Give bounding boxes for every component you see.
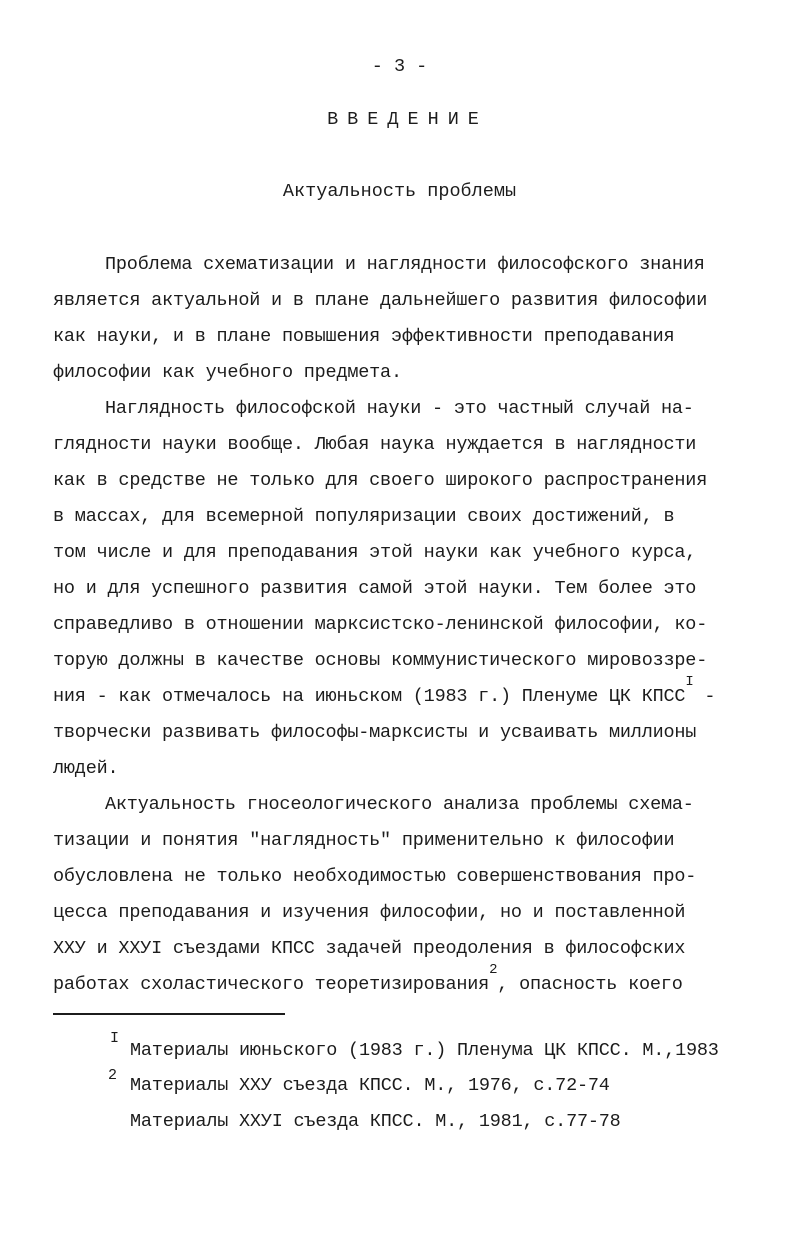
- footnote-separator: [53, 1013, 285, 1015]
- body-line: торую должны в качестве основы коммунистического мировоззре-: [53, 650, 708, 671]
- chapter-title: ВВЕДЕНИЕ: [327, 109, 488, 130]
- body-line: в массах, для всемерной популяризации своих достижений, в: [53, 506, 675, 527]
- body-line: как в средстве не только для своего широкого распространения: [53, 470, 708, 491]
- footnote-1-mark: I: [110, 1030, 120, 1047]
- footnote-2-text-line1: Материалы ХХУ съезда КПСС. М., 1976, с.72-74: [130, 1075, 610, 1096]
- footnote-2-mark: 2: [108, 1067, 118, 1084]
- footnote-1-text: Материалы июньского (1983 г.) Пленума ЦК КПСС. М.,1983: [130, 1040, 719, 1061]
- section-title: Актуальность проблемы: [282, 181, 517, 202]
- body-line: является актуальной и в плане дальнейшего развития философии: [53, 290, 708, 311]
- footnote-ref-2: 2: [489, 962, 498, 978]
- body-line: Наглядность философской науки - это частный случай на-: [105, 398, 694, 419]
- body-line: глядности науки вообще. Любая наука нуждается в наглядности: [53, 434, 697, 455]
- page-number: - 3 -: [371, 56, 428, 77]
- body-line-with-ref: [53, 674, 716, 708]
- body-line: но и для успешного развития самой этой науки. Тем более это: [53, 578, 697, 599]
- body-line: философии как учебного предмета.: [53, 362, 402, 383]
- footnote-ref-1: I: [685, 674, 694, 690]
- body-line: как науки, и в плане повышения эффективности преподавания: [53, 326, 675, 347]
- body-line: людей.: [53, 758, 119, 779]
- body-line: творчески развивать философы-марксисты и усваивать миллионы: [53, 722, 697, 743]
- body-line: цесса преподавания и изучения философии, но и поставленной: [53, 902, 686, 923]
- body-line-tail: -: [693, 686, 716, 707]
- body-line: Актуальность гносеологического анализа проблемы схема-: [105, 794, 694, 815]
- body-line: ХХУ и ХХУI съездами КПСС задачей преодоления в философских: [53, 938, 686, 959]
- body-line-text: ния - как отмечалось на июньском (1983 г.) Пленуме ЦК КПСС: [53, 686, 686, 707]
- body-line-text: работах схоластического теоретизирования: [53, 974, 490, 995]
- body-line: тизации и понятия "наглядность" применительно к философии: [53, 830, 675, 851]
- body-line: обусловлена не только необходимостью совершенствования про-: [53, 866, 697, 887]
- body-line: том числе и для преподавания этой науки как учебного курса,: [53, 542, 697, 563]
- body-line-tail: , опасность коего: [497, 974, 683, 995]
- footnote-2-text-line2: Материалы ХХУI съезда КПСС. М., 1981, с.77-78: [130, 1111, 621, 1132]
- body-line: справедливо в отношении марксистско-ленинской философии, ко-: [53, 614, 708, 635]
- body-line-with-ref: [53, 962, 683, 996]
- body-line: Проблема схематизации и наглядности философского знания: [105, 254, 705, 275]
